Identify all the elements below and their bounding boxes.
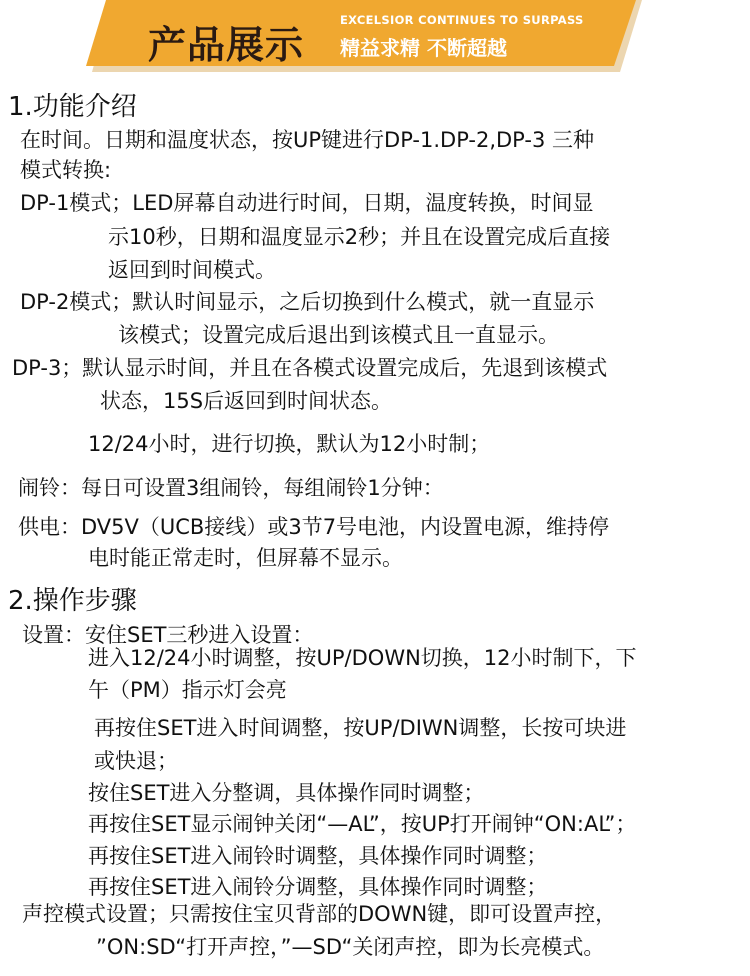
section2-line: 按住SET进入分整调，具体操作同时调整； (88, 781, 485, 805)
banner-subtitle-cn: 精益求精 不断超越 (340, 36, 507, 60)
section1-line: DP-1模式；LED屏幕自动进行时间，日期，温度转换，时间显 (20, 191, 594, 215)
section1-line: 闹铃：每日可设置3组闹铃，每组闹铃1分钟： (18, 476, 444, 500)
banner-subtitle-en: EXCELSIOR CONTINUES TO SURPASS (340, 13, 584, 27)
section2-line: 再按住SET进入闹铃分调整，具体操作同时调整； (88, 875, 548, 899)
banner-title: 产品展示 (148, 22, 305, 67)
section2-line: 午（PM）指示灯会亮 (88, 678, 287, 702)
section1-line: 供电：DV5V（UCB接线）或3节7号电池，内设置电源，维持停 (18, 515, 610, 539)
section2-line: 设置：安住SET三秒进入设置： (22, 623, 314, 647)
section2-line: 再按住SET显示闹钟关闭“—AL”，按UP打开闹钟“ON:AL”； (88, 812, 637, 836)
section2-line: 声控模式设置；只需按住宝贝背部的DOWN键，即可设置声控， (22, 902, 617, 926)
section2-line: 进入12/24小时调整，按UP/DOWN切换，12小时制下，下 (88, 646, 637, 670)
section1-line: 状态，15S后返回到时间状态。 (100, 389, 393, 413)
section1-line: 返回到时间模式。 (108, 258, 276, 282)
section1-line: 12/24小时，进行切换，默认为12小时制； (88, 432, 491, 456)
section1-line: DP-3；默认显示时间，并且在各模式设置完成后，先退到该模式 (12, 356, 608, 380)
title-banner (0, 0, 750, 80)
section1-line: 该模式；设置完成后退出到该模式且一直显示。 (118, 323, 559, 347)
section1-line: 在时间。日期和温度状态，按UP键进行DP-1.DP-2,DP-3 三种 (20, 128, 594, 152)
section1-line: 电时能正常走时，但屏幕不显示。 (88, 546, 403, 570)
section1-line: 模式转换: (20, 158, 112, 182)
section2-heading: 2.操作步骤 (8, 586, 137, 616)
section2-line: 再按住SET进入闹铃时调整，具体操作同时调整； (88, 844, 548, 868)
section2-line: 或快退； (94, 749, 178, 773)
section1-heading: 1.功能介绍 (8, 92, 137, 122)
section1-line: DP-2模式；默认时间显示，之后切换到什么模式，就一直显示 (20, 290, 595, 314)
section1-line: 示10秒，日期和温度显示2秒；并且在设置完成后直接 (108, 225, 611, 249)
section2-line: 再按住SET进入时间调整，按UP/DIWN调整，长按可块进 (94, 716, 627, 740)
section2-line: ”ON:SD“打开声控，”—SD“关闭声控，即为长亮模式。 (96, 935, 605, 959)
